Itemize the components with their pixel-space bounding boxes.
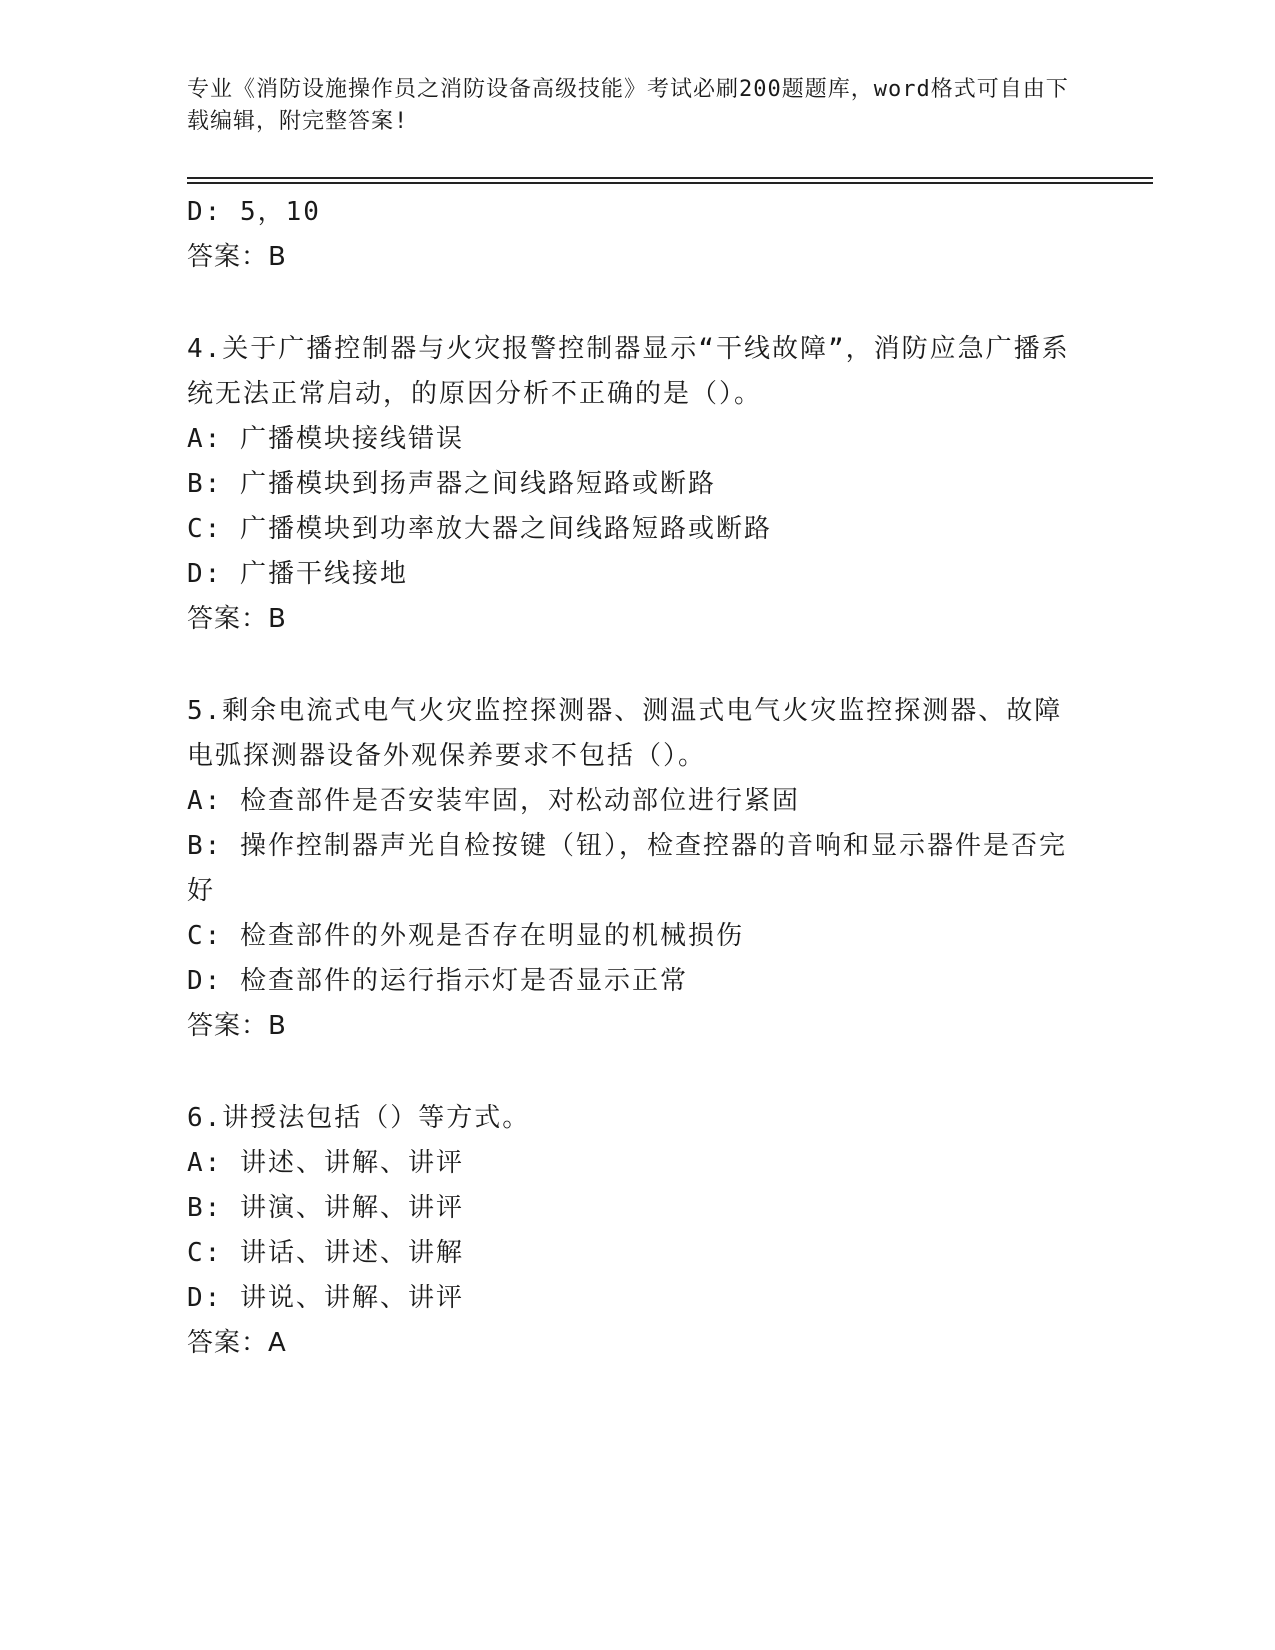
option-c: C: 检查部件的外观是否存在明显的机械损伤 (187, 921, 744, 951)
answer: 答案：B (187, 604, 287, 634)
option-a: A: 讲述、讲解、讲评 (187, 1148, 464, 1178)
option-b: B: 操作控制器声光自检按键（钮），检查控器的音响和显示器件是否完好 (187, 831, 1067, 906)
document-header (187, 74, 1087, 138)
spacer (187, 280, 1087, 327)
option-d: D: 检查部件的运行指示灯是否显示正常 (187, 966, 688, 996)
question-block (187, 1096, 1087, 1366)
header-rule-bottom (187, 182, 1153, 184)
header-rule-top (187, 177, 1153, 179)
question-list (187, 190, 1087, 1366)
question-stem: 5.剩余电流式电气火灾监控探测器、测温式电气火灾监控探测器、故障电弧探测器设备外观保养要求不包括（）。 (187, 696, 1063, 771)
answer: 答案：B (187, 1011, 287, 1041)
option-d: D: 广播干线接地 (187, 559, 408, 589)
spacer (187, 1049, 1087, 1096)
question-stem: 4.关于广播控制器与火灾报警控制器显示“干线故障”，消防应急广播系统无法正常启动，的原因分析不正确的是（）。 (187, 334, 1070, 409)
spacer (187, 642, 1087, 689)
option-d: D: 讲说、讲解、讲评 (187, 1283, 464, 1313)
answer: 答案：A (187, 1328, 287, 1358)
question-block (187, 327, 1087, 642)
answer: 答案：B (187, 242, 287, 272)
option-d: D: 5，10 (187, 197, 321, 227)
header-title: 专业《消防设施操作员之消防设备高级技能》考试必刷200题题库，word格式可自由下载编辑，附完整答案! (187, 77, 1069, 134)
option-a: A: 检查部件是否安装牢固，对松动部位进行紧固 (187, 786, 800, 816)
question-block (187, 689, 1087, 1049)
option-c: C: 讲话、讲述、讲解 (187, 1238, 464, 1268)
question-stem: 6.讲授法包括（）等方式。 (187, 1103, 531, 1133)
option-b: B: 讲演、讲解、讲评 (187, 1193, 464, 1223)
option-b: B: 广播模块到扬声器之间线路短路或断路 (187, 469, 716, 499)
option-a: A: 广播模块接线错误 (187, 424, 464, 454)
option-c: C: 广播模块到功率放大器之间线路短路或断路 (187, 514, 772, 544)
